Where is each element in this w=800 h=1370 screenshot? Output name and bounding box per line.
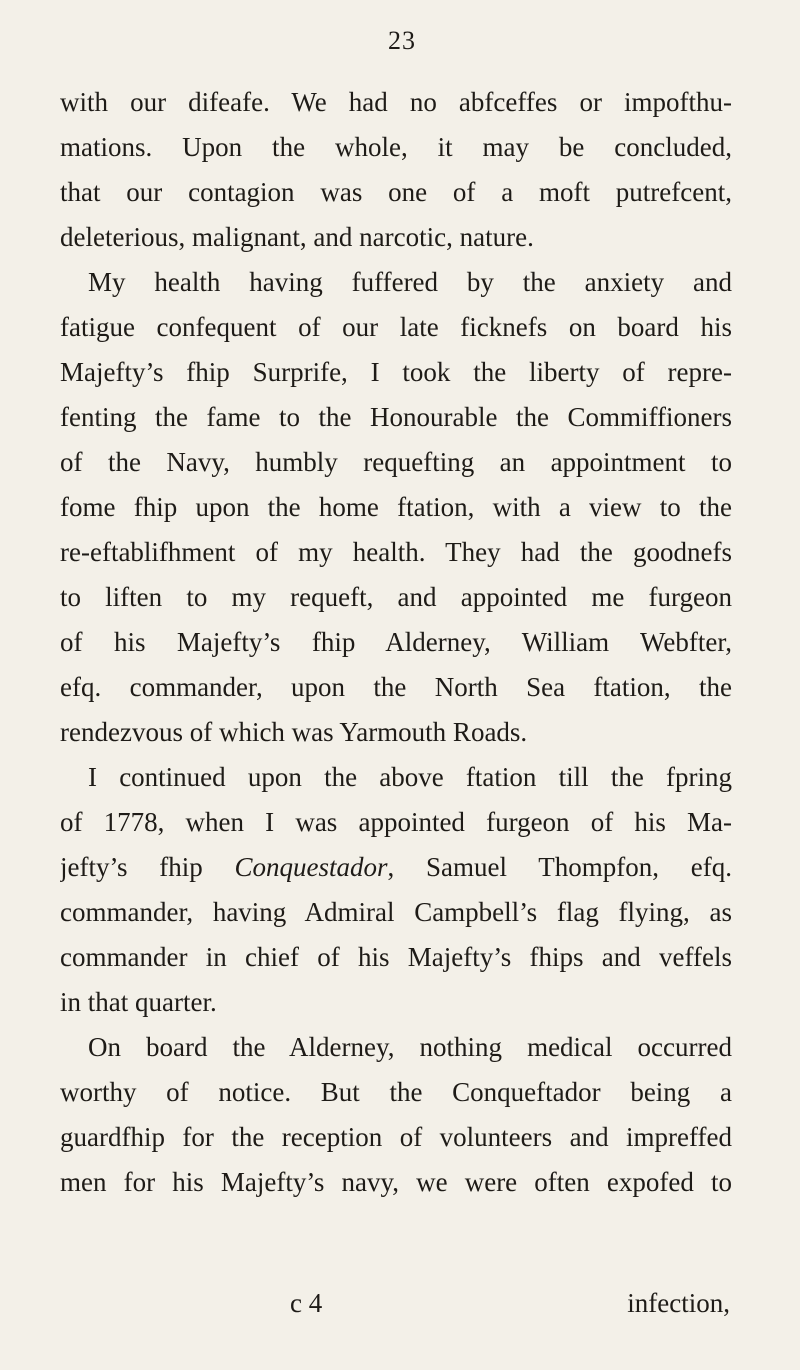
text-line: mations. Upon the whole, it may be concluded, [60,132,732,162]
text-line: rendezvous of which was Yarmouth Roads. [60,717,528,747]
text-line: men for his Majefty’s navy, we were often expofed to [60,1167,732,1197]
text-line: worthy of notice. But the Conqueftador being a [60,1077,732,1107]
text-line: fatigue confequent of our late ficknefs on board his [60,312,732,342]
signature-mark: c 4 [290,1288,323,1318]
text-line: of 1778, when I was appointed furgeon of his Ma- [60,807,732,837]
text-line: re-eftablifhment of my health. They had the goodnefs [60,537,732,567]
text-line: On board the Alderney, nothing medical occurred [88,1032,732,1062]
text-line: of the Navy, humbly requefting an appointment to [60,447,732,477]
catchword: infection, [627,1288,730,1318]
text-line: fenting the fame to the Honourable the Commiffioners [60,402,732,432]
body-text [60,80,732,1205]
text-line: efq. commander, upon the North Sea ftation, the [60,672,732,702]
text-line: guardfhip for the reception of volunteers and impreffed [60,1122,732,1152]
text-line: jefty’s fhip Conquestador, Samuel Thompfon, efq. [60,852,732,882]
text-line: commander, having Admiral Campbell’s flag flying, as [60,897,732,927]
text-line: in that quarter. [60,987,217,1017]
ship-name: Conquestador [234,852,388,882]
text-line: deleterious, malignant, and narcotic, nature. [60,222,534,252]
text-line: of his Majefty’s fhip Alderney, William Webfter, [60,627,732,657]
text-line: My health having fuffered by the anxiety and [88,267,732,297]
text-line: Majefty’s fhip Surprife, I took the liberty of repre- [60,357,732,387]
text-line: I continued upon the above ftation till the fpring [88,762,732,792]
text-line: with our difeafe. We had no abfceffes or impofthu- [60,87,732,117]
text-line: fome fhip upon the home ftation, with a view to the [60,492,732,522]
text-line: that our contagion was one of a moft putrefcent, [60,177,732,207]
page-footer [0,1288,800,1328]
text-line: commander in chief of his Majefty’s fhips and veffels [60,942,732,972]
page-number: 23 [388,26,416,55]
text-line: to liften to my requeft, and appointed me furgeon [60,582,732,612]
